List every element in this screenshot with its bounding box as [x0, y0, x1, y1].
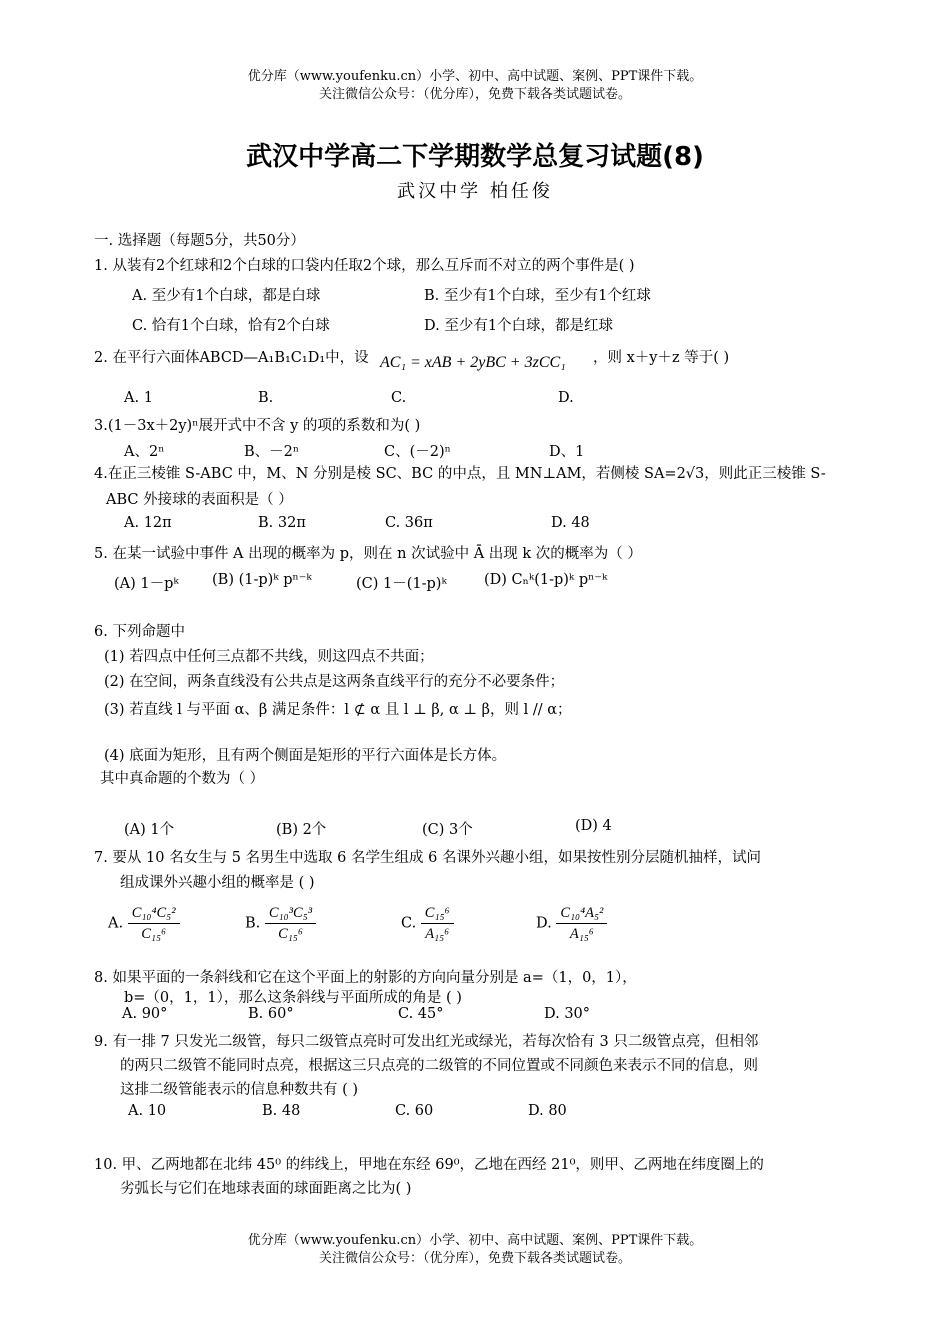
q5-option-c: (C) 1－(1-p)ᵏ: [356, 576, 447, 592]
q6-proposition-3: (3) 若直线 l 与平面 α、β 满足条件：l ⊄ α 且 l ⊥ β, α ⊥ β，则 l // α；: [104, 702, 572, 718]
q2-formula: AC₁ = xAB + 2yBC + 3zCC₁: [380, 354, 566, 371]
q7-option-b-numerator: C₁₀³C₅³: [265, 904, 316, 924]
q2-option-d: D.: [558, 390, 574, 406]
footer-line-2: 关注微信公众号：（优分库），免费下载各类试题试卷。: [318, 1251, 631, 1266]
q1-stem: 1. 从装有2个红球和2个白球的口袋内任取2个球，那么互斥而不对立的两个事件是( ): [94, 258, 635, 274]
q3-option-b: B、－2ⁿ: [244, 444, 300, 460]
q10-stem: 10. 甲、乙两地都在北纬 45⁰ 的纬线上，甲地在东经 69⁰，乙地在西经 21⁰，则甲、乙两地在纬度圈上的: [94, 1157, 764, 1173]
q9-stem-3: 这排二级管能表示的信息种数共有 ( ): [120, 1082, 359, 1098]
q3-stem: 3.(1－3x＋2y)ⁿ展开式中不含 y 的项的系数和为( ): [94, 418, 421, 434]
q5-option-d: (D) Cₙᵏ(1-p)ᵏ pⁿ⁻ᵏ: [484, 572, 608, 588]
q6-stem: 6. 下列命题中: [94, 624, 185, 640]
q4-option-a: A. 12π: [124, 515, 172, 531]
q2-stem: 2. 在平行六面体ABCD—A₁B₁C₁D₁中，设: [94, 350, 369, 366]
q7-option-c-numerator: C₁₅⁶: [421, 904, 454, 924]
q6-option-d: (D) 4: [575, 818, 612, 834]
q6-option-c: (C) 3个: [422, 822, 473, 838]
q7-option-d-label: D.: [536, 915, 552, 932]
q8-stem-2: b=（0，1，1），那么这条斜线与平面所成的角是 ( ): [124, 990, 462, 1006]
q7-option-c: [401, 904, 454, 943]
q7-option-c-label: C.: [401, 915, 417, 932]
q7-option-b-denominator: C₁₅⁶: [278, 926, 303, 942]
q7-option-a-numerator: C₁₀⁴C₅²: [128, 904, 180, 924]
q2-tail: ，则 x＋y＋z 等于( ): [593, 350, 730, 366]
q5-option-b: (B) (1-p)ᵏ pⁿ⁻ᵏ: [212, 572, 312, 588]
q7-option-a-denominator: C₁₅⁶: [141, 926, 167, 942]
q4-option-c: C. 36π: [385, 515, 433, 531]
q7-option-d-denominator: A₁₅⁶: [569, 926, 594, 942]
q2-option-c: C.: [391, 390, 407, 406]
q7-option-b: [245, 904, 316, 943]
q3-option-a: A、2ⁿ: [124, 444, 165, 460]
q1-option-a: A. 至少有1个白球，都是白球: [132, 288, 321, 304]
q7-option-b-fraction: [265, 904, 316, 943]
q9-option-c: C. 60: [395, 1103, 434, 1119]
q5-option-a: (A) 1－pᵏ: [114, 576, 179, 592]
q3-option-d: D、1: [549, 444, 585, 460]
q1-option-d: D. 至少有1个白球，都是红球: [424, 318, 614, 334]
q7-option-d-numerator: C₁₀⁴A₅²: [556, 904, 607, 924]
q7-stem-2: 组成课外兴趣小组的概率是 ( ): [120, 875, 315, 891]
q7-option-a-label: A.: [108, 915, 124, 932]
q1-option-b: B. 至少有1个白球，至少有1个红球: [424, 288, 651, 304]
q2-option-b: B.: [258, 390, 274, 406]
header-line-2: 关注微信公众号：（优分库），免费下载各类试题试卷。: [318, 87, 631, 102]
q7-stem: 7. 要从 10 名女生与 5 名男生中选取 6 名学生组成 6 名课外兴趣小组，如果按性别分层随机抽样，试问: [94, 850, 761, 866]
footer-line-1: 优分库（www.youfenku.cn）小学、初中、高中试题、案例、PPT课件下载。: [247, 1233, 703, 1248]
q5-stem: 5. 在某一试验中事件 A 出现的概率为 p，则在 n 次试验中 Ā 出现 k 次的概率为（ ）: [94, 546, 642, 562]
q7-option-a-fraction: [128, 904, 180, 943]
q10-stem-2: 劣弧长与它们在地球表面的球面距离之比为( ): [120, 1181, 412, 1197]
page-title: 武汉中学高二下学期数学总复习试题(8): [246, 142, 704, 172]
q1-option-c: C. 恰有1个白球，恰有2个白球: [132, 318, 330, 334]
q7-option-c-fraction: [421, 904, 454, 943]
q9-option-b: B. 48: [262, 1103, 301, 1119]
q6-option-b: (B) 2个: [276, 822, 327, 838]
q8-option-b: B. 60°: [248, 1006, 294, 1022]
q4-stem: 4.在正三棱锥 S-ABC 中，M、N 分别是棱 SC、BC 的中点，且 MN⊥AM，若侧棱 SA=2√3，则此正三棱锥 S-: [94, 466, 826, 482]
q7-option-a: [108, 904, 180, 943]
q7-option-c-denominator: A₁₅⁶: [425, 926, 450, 942]
q9-option-d: D. 80: [528, 1103, 567, 1119]
q7-option-b-label: B.: [245, 915, 261, 932]
q6-proposition-2: (2) 在空间，两条直线没有公共点是这两条直线平行的充分不必要条件；: [104, 674, 565, 690]
q4-option-b: B. 32π: [258, 515, 306, 531]
q6-option-a: (A) 1个: [124, 822, 175, 838]
q7-option-d: [536, 904, 607, 943]
q8-option-a: A. 90°: [122, 1006, 168, 1022]
q8-option-c: C. 45°: [398, 1006, 444, 1022]
q3-option-c: C、(－2)ⁿ: [384, 444, 451, 460]
author-line: 武汉中学 柏任俊: [397, 181, 553, 202]
q8-stem: 8. 如果平面的一条斜线和它在这个平面上的射影的方向向量分别是 a=（1，0，1），: [94, 970, 637, 986]
q4-stem-2: ABC 外接球的表面积是（ ）: [106, 492, 293, 508]
header-line-1: 优分库（www.youfenku.cn）小学、初中、高中试题、案例、PPT课件下载。: [247, 69, 703, 84]
q9-option-a: A. 10: [128, 1103, 167, 1119]
q9-stem: 9. 有一排 7 只发光二级管，每只二级管点亮时可发出红光或绿光，若每次恰有 3 只二级管点亮，但相邻: [94, 1034, 759, 1050]
q7-option-d-fraction: [556, 904, 607, 943]
section-heading: 一. 选择题（每题5分，共50分）: [94, 233, 305, 249]
q9-stem-2: 的两只二级管不能同时点亮，根据这三只点亮的二级管的不同位置或不同颜色来表示不同的信息，则: [120, 1058, 758, 1074]
q2-option-a: A. 1: [124, 390, 153, 406]
q6-proposition-1: (1) 若四点中任何三点都不共线，则这四点不共面；: [104, 649, 434, 665]
q4-option-d: D. 48: [551, 515, 590, 531]
q6-proposition-4: (4) 底面为矩形，且有两个侧面是矩形的平行六面体是长方体。: [104, 748, 507, 764]
q6-question: 其中真命题的个数为（ ）: [100, 771, 265, 787]
q8-option-d: D. 30°: [544, 1006, 591, 1022]
